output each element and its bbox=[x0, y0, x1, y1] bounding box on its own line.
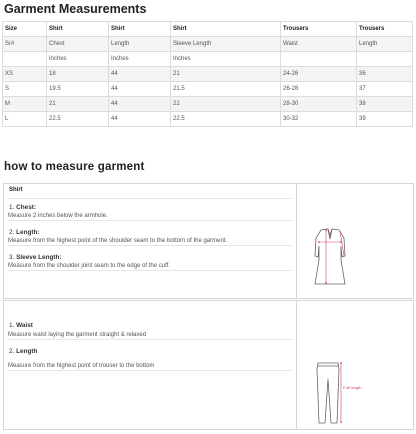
table-cell: 26-28 bbox=[281, 82, 357, 97]
table-cell bbox=[281, 52, 357, 67]
table-cell: 18 bbox=[47, 67, 109, 82]
table-row bbox=[3, 112, 413, 127]
header-cell: Shirt bbox=[171, 22, 281, 37]
table-cell: 22.5 bbox=[171, 112, 281, 127]
shirt-heading: Shirt bbox=[9, 187, 23, 193]
trouser-measure-diagram-icon bbox=[297, 301, 413, 429]
table-cell: 44 bbox=[109, 67, 171, 82]
trouser-item-description: Measure from the highest point of trouser to the bottom bbox=[8, 363, 292, 371]
table-cell bbox=[357, 52, 413, 67]
table-cell: S bbox=[3, 82, 47, 97]
item-name: Chest: bbox=[16, 204, 37, 211]
table-cell: Sleeve Length bbox=[171, 37, 281, 52]
table-cell: L bbox=[3, 112, 47, 127]
header-cell: Shirt bbox=[109, 22, 171, 37]
page-title: Garment Measurements bbox=[4, 2, 147, 16]
table-cell: 36 bbox=[357, 67, 413, 82]
kurta-measure-diagram-icon bbox=[297, 184, 413, 298]
table-cell: 30-32 bbox=[281, 112, 357, 127]
table-cell: 19.5 bbox=[47, 82, 109, 97]
table-cell: 22 bbox=[171, 97, 281, 112]
shirt-item-title bbox=[9, 229, 40, 236]
trouser-item-title bbox=[9, 348, 37, 355]
item-number: 2. bbox=[9, 229, 15, 236]
header-cell: Trousers bbox=[281, 22, 357, 37]
table-cell: Inches bbox=[171, 52, 281, 67]
header-cell: Trousers bbox=[357, 22, 413, 37]
table-cell: 21.5 bbox=[171, 82, 281, 97]
table-cell: Chest bbox=[47, 37, 109, 52]
table-cell: 22.5 bbox=[47, 112, 109, 127]
measurement-table bbox=[2, 21, 413, 127]
trouser-instructions-panel bbox=[3, 300, 297, 430]
table-cell: Inches bbox=[109, 52, 171, 67]
item-name: Sleeve Length: bbox=[16, 254, 62, 261]
table-cell: 44 bbox=[109, 97, 171, 112]
shirt-item-description: Measure 2 inches below the armhole. bbox=[8, 213, 292, 221]
table-row bbox=[3, 82, 413, 97]
shirt-item-description: Measure from the shoulder joint seam to the edge of the cuff. bbox=[8, 263, 292, 271]
table-units-row bbox=[3, 52, 413, 67]
full-length-label: Full length bbox=[343, 385, 362, 390]
table-cell: Length bbox=[109, 37, 171, 52]
shirt-item-description: Measure from the highest point of the shoulder seam to the bottom of the garment. bbox=[8, 238, 292, 246]
trouser-item-description: Measure waist laying the garment straight & relaxed bbox=[8, 332, 292, 340]
table-cell: 39 bbox=[357, 112, 413, 127]
table-header-row bbox=[3, 22, 413, 37]
shirt-diagram-panel bbox=[296, 183, 414, 299]
table-cell: 21 bbox=[171, 67, 281, 82]
header-cell: Shirt bbox=[47, 22, 109, 37]
item-number: 3. bbox=[9, 254, 15, 261]
shirt-item-title bbox=[9, 254, 62, 261]
item-number: 1. bbox=[9, 322, 15, 329]
table-cell: 37 bbox=[357, 82, 413, 97]
shirt-item-title bbox=[9, 204, 36, 211]
item-name: Length bbox=[16, 348, 38, 355]
table-cell: Length bbox=[357, 37, 413, 52]
table-cell: Waist bbox=[281, 37, 357, 52]
item-name: Length: bbox=[16, 229, 40, 236]
table-cell: 38 bbox=[357, 97, 413, 112]
table-cell: M bbox=[3, 97, 47, 112]
how-to-measure-heading: how to measure garment bbox=[4, 161, 145, 173]
divider bbox=[8, 198, 292, 199]
shirt-instructions-panel bbox=[3, 183, 297, 299]
table-cell: XS bbox=[3, 67, 47, 82]
trouser-diagram-panel bbox=[296, 300, 414, 430]
item-number: 2. bbox=[9, 348, 15, 355]
item-name: Waist bbox=[16, 322, 33, 329]
table-row bbox=[3, 67, 413, 82]
table-row bbox=[3, 97, 413, 112]
table-cell: 44 bbox=[109, 112, 171, 127]
table-cell: Inches bbox=[47, 52, 109, 67]
table-cell: 28-30 bbox=[281, 97, 357, 112]
table-cell: 44 bbox=[109, 82, 171, 97]
table-label-row bbox=[3, 37, 413, 52]
table-cell: 24-26 bbox=[281, 67, 357, 82]
table-cell bbox=[3, 52, 47, 67]
table-cell: Sr# bbox=[3, 37, 47, 52]
header-cell: Size bbox=[3, 22, 47, 37]
table-cell: 21 bbox=[47, 97, 109, 112]
item-number: 1. bbox=[9, 204, 15, 211]
trouser-item-title bbox=[9, 322, 33, 329]
